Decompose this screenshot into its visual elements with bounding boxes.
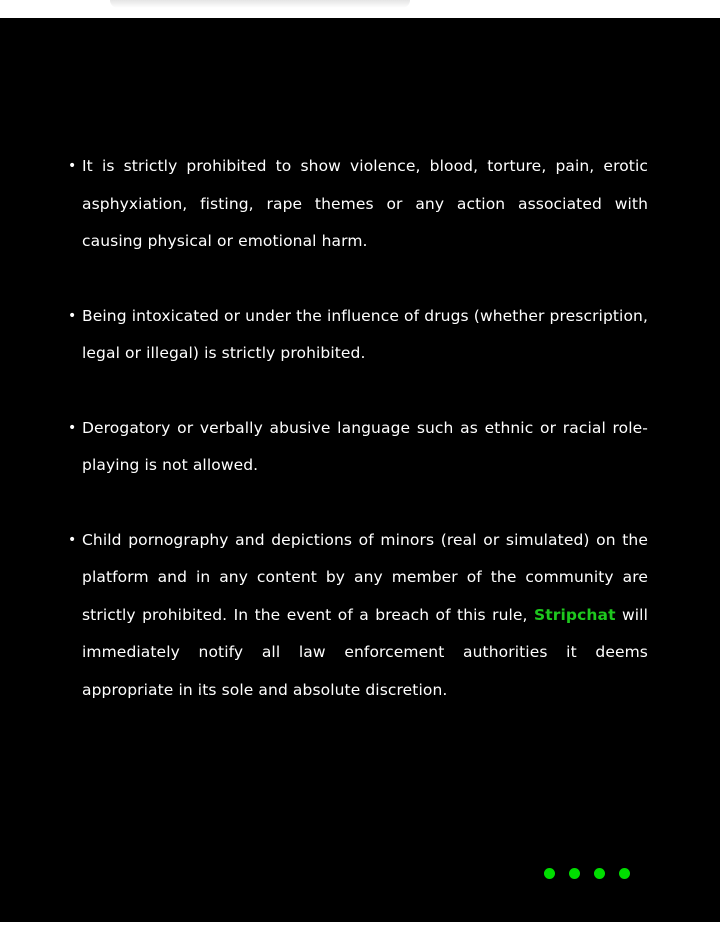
rule-item (68, 298, 648, 373)
pagination-dots (544, 868, 630, 879)
top-strip (0, 0, 720, 18)
pagination-dot[interactable] (594, 868, 605, 879)
rules-list (68, 148, 648, 746)
top-shadow (110, 0, 410, 8)
pagination-dot[interactable] (544, 868, 555, 879)
rule-text-before: Child pornography and depictions of minors (real or simulated) on the platform and in any content by any member of the community are strictly prohibited. In the event of a breach of this rule, (82, 530, 648, 624)
bottom-strip (0, 922, 720, 926)
pagination-dot[interactable] (619, 868, 630, 879)
brand-name: Stripchat (533, 605, 616, 624)
rule-text: Derogatory or verbally abusive language such as ethnic or racial role-playing is not allowed. (82, 418, 648, 474)
rule-item (68, 522, 648, 710)
rule-item (68, 148, 648, 261)
rule-text: It is strictly prohibited to show violence, blood, torture, pain, erotic asphyxiation, fisting, rape themes or any action associated with causing physical or emotional harm. (82, 157, 648, 250)
pagination-dot[interactable] (569, 868, 580, 879)
rule-text-after: will immediately notify all law enforcement authorities it deems appropriate in its sole and absolute discretion. (82, 605, 648, 699)
rule-item (68, 410, 648, 485)
rule-text: Being intoxicated or under the influence of drugs (whether prescription, legal or illegal) is strictly prohibited. (82, 306, 648, 362)
